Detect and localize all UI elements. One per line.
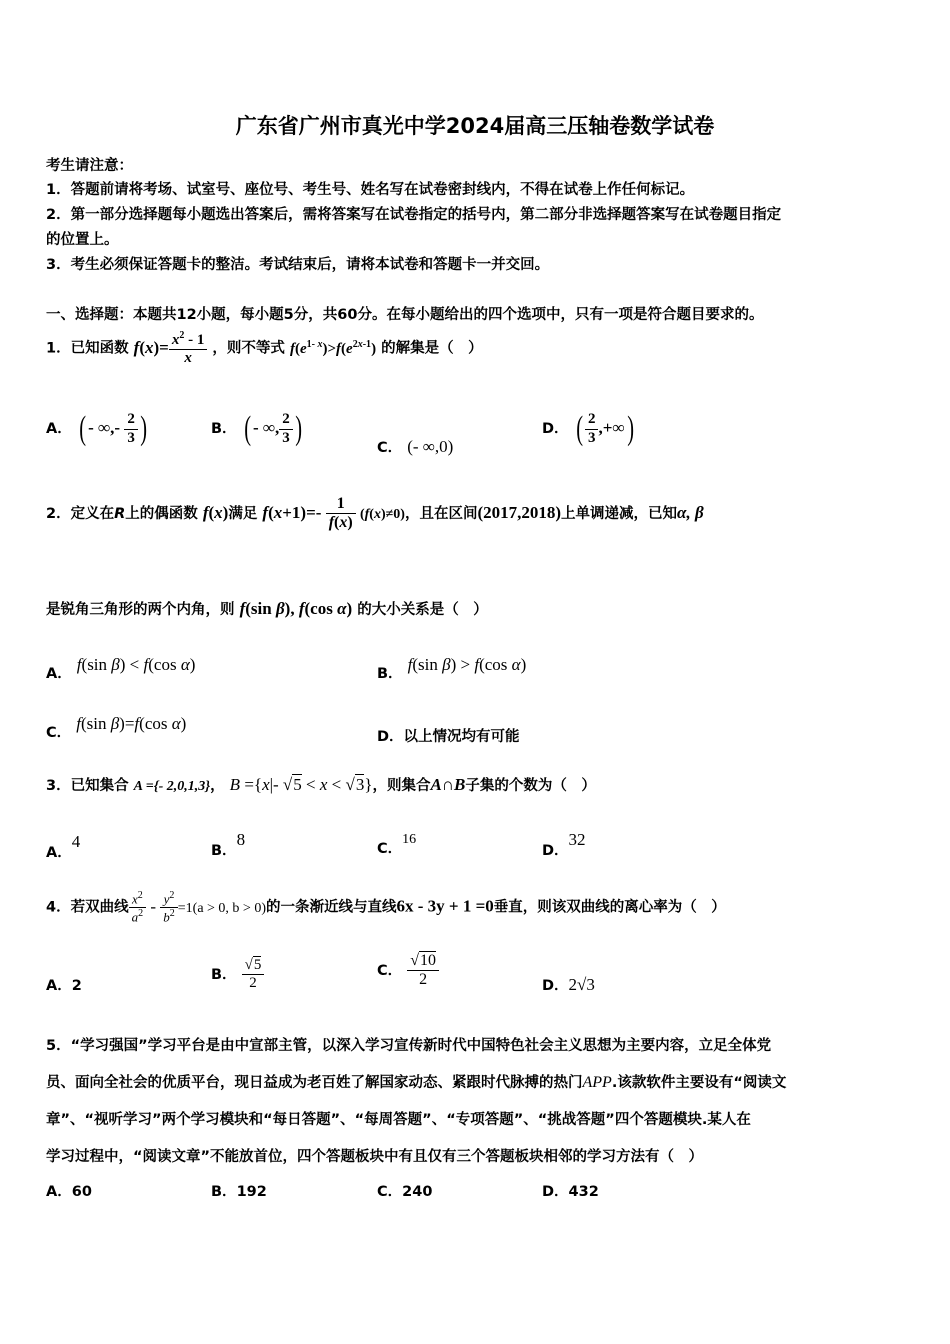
q1-option-d: D． ( $\frac{2}{3}$ ,+∞) [542, 410, 634, 447]
q1-option-c [377, 436, 453, 457]
q2-option-c: C． f(sin β)=f(cos α) [46, 714, 187, 741]
q3-stem-pre: 3．已知集合 [46, 778, 129, 794]
q3-a-cap-b: A∩B [430, 775, 466, 794]
q2-line2-post: 的大小关系是（ ） [357, 602, 488, 618]
q5-label-b: B． [211, 1184, 237, 1200]
notice-item-2: 2．第一部分选择题每小题选出答案后，需将答案写在试卷指定的括号内，第二部分非选择题答案写在试卷题目指定 [46, 207, 782, 223]
q2-condition: f(x+1)=- $\frac{1}{f(x)}$ (f(x)≠0) [262, 495, 405, 532]
q5-option-b [211, 1180, 267, 1201]
q2-R: R [114, 505, 126, 522]
q2-line2-pre: 是锐角三角形的两个内角，则 [46, 602, 235, 618]
q5-label-a: A． [46, 1184, 72, 1200]
q5-line-4: 学习过程中，“阅读文章”不能放首位，四个答题板块中有且仅有三个答题板块相邻的学习方法有（ ） [46, 1149, 704, 1165]
q3-set-b: B ={x|- √5 < x < √3} [229, 775, 373, 794]
q4-option-a [46, 974, 82, 995]
q3-label-d: D． [542, 843, 569, 859]
q5-app: APP [582, 1074, 612, 1091]
q5-option-d [542, 1180, 599, 1201]
q5-line-2 [46, 1071, 786, 1092]
q3-option-b [211, 830, 245, 860]
q3-a-value: 4 [71, 832, 81, 851]
question-4 [46, 890, 726, 926]
q3-set-a: A ={- 2,0,1,3} [133, 779, 211, 794]
question-2: 2．定义在R上的偶函数 f(x)满足 f(x+1)=- $\frac{1}{f(x)}$ (f(x)≠0)，且在区间(2017,2018)上单调递减，已知α, β [46, 495, 704, 532]
q2-stem-mid1: 上的偶函数 [125, 505, 198, 522]
q3-c-value: 16 [402, 832, 417, 847]
q3-stem-mid: ，则集合 [372, 778, 431, 794]
q2-line2: 是锐角三角形的两个内角，则 f(sin β), f(cos α) 的大小关系是（ ） [46, 599, 488, 618]
q1-stem-mid: ，则不等式 [212, 340, 285, 357]
question-3 [46, 774, 596, 795]
q4-label-a: A． [46, 978, 72, 994]
q3-option-c [377, 832, 416, 858]
q1-option-b: B． ( - ∞, $\frac{2}{3}$ ) [211, 410, 302, 447]
q1-label-b: B． [211, 421, 237, 437]
notice-heading: 考生请注意： [46, 158, 133, 174]
q2-label-d: D． [377, 729, 404, 745]
q2-d-text: 以上情况均有可能 [403, 729, 520, 745]
q4-d-value: 2√3 [568, 975, 595, 994]
q3-d-value: 32 [568, 830, 586, 849]
q5-b-value: 192 [236, 1184, 267, 1200]
q4-a-value: 2 [71, 978, 82, 994]
q2-option-d [377, 725, 520, 746]
q5-label-d: D． [542, 1184, 569, 1200]
q2-stem-mid3: ，且在区间 [404, 505, 478, 522]
q4-stem-mid: 的一条渐近线与直线 [266, 899, 397, 916]
question-1 [46, 330, 483, 368]
q2-option-a: A． f(sin β) < f(cos α) [46, 655, 196, 682]
q2-alpha-beta: α, β [677, 502, 704, 522]
q4-option-b: B． $\frac{√5}{2}$ [211, 957, 264, 993]
q2-stem-mid2: 满足 [228, 505, 258, 522]
q2-stem-pre: 2．定义在 [46, 505, 115, 522]
q1-option-a: A． ( - ∞,- $\frac{2}{3}$ ) [46, 410, 147, 447]
q3-label-c: C． [377, 841, 403, 857]
q3-comma: ， [210, 778, 225, 794]
q2-label-b: B． [377, 666, 403, 682]
q5-line2-pre: 员、面向全社会的优质平台，现日益成为老百姓了解国家动态、紧跟时代脉搏的热门 [46, 1075, 583, 1091]
q5-option-a [46, 1180, 92, 1201]
q5-d-value: 432 [568, 1184, 599, 1200]
q1-inequality: $f(e^{1- x})>f(e^{2x-1})$ [289, 338, 377, 357]
q1-label-d: D． [542, 421, 569, 437]
q5-option-c [377, 1180, 432, 1201]
q4-condition: =1(a > 0, b > 0) [177, 900, 266, 916]
q5-line2-post: .该款软件主要设有“阅读文 [611, 1075, 787, 1091]
q2-label-a: A． [46, 666, 72, 682]
q2-label-c: C． [46, 725, 72, 741]
notice-item-1: 1．答题前请将考场、试室号、座位号、考生号、姓名写在试卷密封线内，不得在试卷上作任何标记。 [46, 182, 695, 198]
q2-stem-mid4: 上单调递减，已知 [561, 505, 678, 522]
q1-label-a: A． [46, 421, 72, 437]
q5-label-c: C． [377, 1184, 403, 1200]
notice-item-3: 3．考生必须保证答题卡的整洁。考试结束后，请将本试卷和答题卡一并交回。 [46, 257, 550, 273]
q1-c-text: (- ∞,0) [407, 437, 454, 456]
page-title: 广东省广州市真光中学2024届高三压轴卷数学试卷 [235, 114, 715, 138]
q3-stem-post: 子集的个数为（ ） [465, 778, 596, 794]
q3-option-d [542, 830, 586, 860]
q4-hyperbola: $\frac{x^2}{a^2}$ - $\frac{y^2}{b^2}$ =1(a > 0, b > 0) [129, 897, 266, 916]
q5-line-3: 章”、“视听学习”两个学习模块和“每日答题”、“每周答题”、“专项答题”、“挑战答题”四个答题模块.某人在 [46, 1112, 751, 1128]
q5-a-value: 60 [71, 1184, 92, 1200]
q5-c-value: 240 [402, 1184, 433, 1200]
section-heading: 一、选择题：本题共12小题，每小题5分，共60分。在每小题给出的四个选项中，只有一项是符合题目要求的。 [46, 307, 764, 323]
q2-option-b: B． f(sin β) > f(cos α) [377, 655, 527, 682]
q3-label-a: A． [46, 845, 72, 861]
q4-stem-pre: 4．若双曲线 [46, 899, 129, 916]
q4-label-c: C． [377, 962, 403, 979]
q1-stem-pre: 1．已知函数 [46, 340, 129, 357]
q1-function: f(x)= $\frac{x^2 - 1}{x}$ [134, 338, 208, 357]
q1-label-c: C． [377, 440, 403, 456]
q2-interval: (2017,2018) [477, 502, 562, 522]
q4-stem-post: 垂直，则该双曲线的离心率为（ ） [493, 899, 726, 916]
notice-item-2-cont: 的位置上。 [46, 232, 119, 248]
q3-b-value: 8 [236, 830, 246, 849]
q4-option-c: C． $\frac{√10}{2}$ [377, 952, 439, 990]
q5-line-1: 5．“学习强国”学习平台是由中宣部主管，以深入学习宣传新时代中国特色社会主义思想为主要内容，立足全体党 [46, 1038, 772, 1054]
q4-line: 6x - 3y + 1 =0 [396, 896, 494, 916]
q4-option-d [542, 974, 595, 995]
q4-label-d: D． [542, 978, 569, 994]
q1-stem-post: 的解集是（ ） [381, 340, 483, 357]
q3-label-b: B． [211, 843, 237, 859]
q3-option-a [46, 832, 80, 862]
q4-label-b: B． [211, 966, 237, 983]
